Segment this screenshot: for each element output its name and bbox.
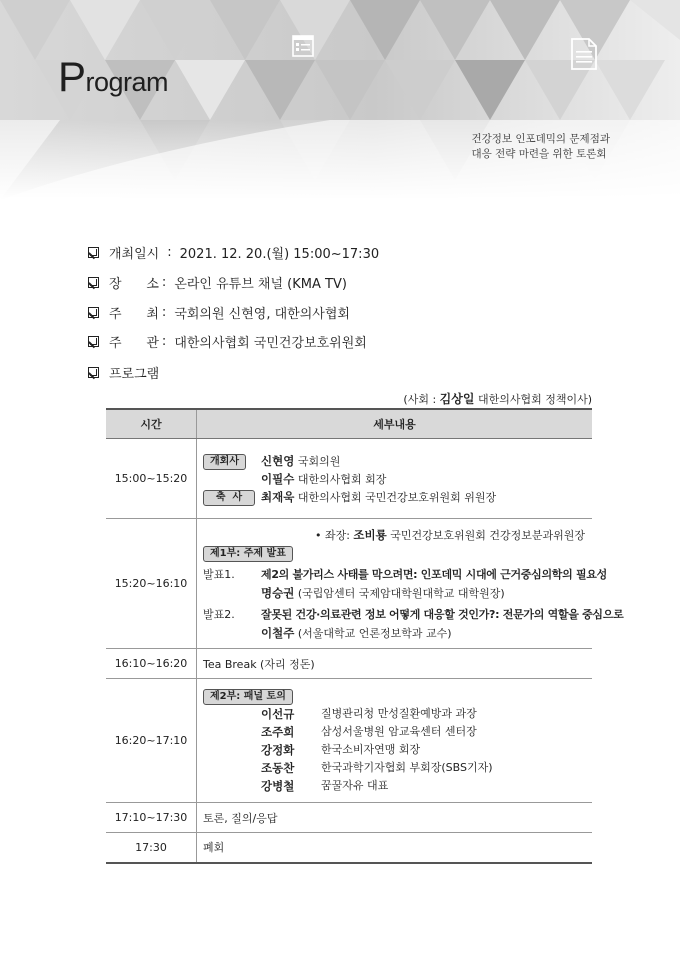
panelist-role: 꿈꿀자유 대표 (321, 778, 389, 792)
page-title-rest: rogram (85, 67, 169, 97)
details-cell (197, 679, 593, 803)
table-row (106, 833, 592, 863)
info-row-host: 주 최 : 국회의원 신현영, 대한의사협회 (88, 303, 350, 321)
details-cell (197, 439, 593, 519)
break-text: Tea Break (자리 정돈) (203, 657, 315, 671)
page-title (58, 53, 169, 100)
page-title-initial: P (58, 53, 86, 100)
speaker-name: 명승권 (261, 585, 295, 600)
talk-label: 발표1. (203, 567, 235, 581)
info-label: 개최일시 (109, 246, 160, 262)
info-value: 2021. 12. 20.(월) 15:00~17:30 (179, 246, 380, 262)
congratulatory-address-tag: 축 사 (203, 490, 255, 506)
talk-title: 잘못된 건강·의료관련 정보 어떻게 대응할 것인가?: 전문가의 역할을 중심으로 (261, 607, 624, 621)
closing-text: 폐회 (203, 841, 225, 855)
checkbox-arrow-icon (88, 247, 99, 258)
info-row-venue: 장 소 : 온라인 유튜브 채널 (KMA TV) (88, 273, 347, 291)
info-row-date: 개최일시 : 2021. 12. 20.(월) 15:00~17:30 (88, 243, 379, 261)
panelist-role: 한국과학기자협회 부회장(SBS기자) (321, 760, 493, 774)
talk-title: 제2의 불가리스 사태를 막으려면: 인포데믹 시대에 근거중심의학의 필요성 (261, 567, 607, 581)
speaker-role: 국회의원 (297, 454, 341, 468)
event-subtitle (471, 132, 610, 162)
panelist-role: 한국소비자연맹 회장 (321, 742, 421, 756)
details-cell (197, 833, 593, 863)
checkbox-arrow-icon (88, 367, 99, 378)
info-value: 온라인 유튜브 채널 (KMA TV) (174, 276, 347, 292)
time-cell: 17:30 (106, 833, 197, 863)
checkbox-arrow-icon (88, 307, 99, 318)
opening-address-tag: 개회사 (203, 454, 246, 470)
table-row (106, 519, 592, 649)
table-header-row (106, 409, 592, 439)
header-banner (0, 0, 680, 200)
chair-name: 조비룡 (353, 527, 387, 542)
qa-text: 토론, 질의/응답 (203, 811, 278, 825)
panelist-name: 조주희 (261, 724, 295, 739)
chair-role: 국민건강보호위원회 건강정보분과위원장 (390, 528, 585, 542)
talk-label: 발표2. (203, 607, 235, 621)
host-note-prefix: (사회 : (403, 393, 437, 406)
speaker-name: 이철주 (261, 625, 295, 640)
info-label: 주 최 (109, 306, 159, 322)
table-row (106, 803, 592, 833)
session-2-tag: 제2부: 패널 토의 (203, 689, 293, 705)
info-label: 주 관 (109, 335, 159, 351)
host-note-suffix: 대한의사협회 정책이사) (477, 393, 592, 406)
table-row (106, 679, 592, 803)
info-value: 국회의원 신현영, 대한의사협회 (174, 306, 350, 322)
panelist-name: 조동찬 (261, 760, 295, 775)
column-header-time: 시간 (106, 409, 197, 439)
program-heading-label: 프로그램 (109, 366, 160, 382)
speaker-affiliation: (서울대학교 언론정보학과 교수) (297, 626, 452, 640)
time-cell: 17:10~17:30 (106, 803, 197, 833)
info-value: 대한의사협회 국민건강보호위원회 (174, 335, 367, 351)
chair-line (203, 526, 585, 544)
subtitle-line-1: 건강정보 인포데믹의 문제점과 (471, 133, 610, 145)
speaker-role: 대한의사협회 회장 (297, 472, 387, 486)
program-table (106, 408, 624, 864)
info-label: 장 소 (109, 276, 159, 292)
panelist-name: 강병철 (261, 778, 295, 793)
panelist-role: 삼성서울병원 암교육센터 센터장 (321, 724, 477, 738)
speaker-name: 최재욱 (261, 489, 295, 504)
host-note (403, 390, 592, 407)
table-row (106, 649, 592, 679)
triangle-pattern-background (0, 0, 680, 200)
speaker-role: 대한의사협회 국민건강보호위원회 위원장 (297, 490, 497, 504)
info-row-organizer: 주 관 : 대한의사협회 국민건강보호위원회 (88, 332, 367, 350)
time-cell: 15:20~16:10 (106, 519, 197, 649)
panelist-name: 이선규 (261, 706, 295, 721)
column-header-details: 세부내용 (197, 409, 593, 439)
chair-prefix: • 좌장: (314, 528, 350, 542)
details-cell (197, 649, 593, 679)
checkbox-arrow-icon (88, 277, 99, 288)
details-cell (197, 803, 593, 833)
speaker-name: 이필수 (261, 471, 295, 486)
checkbox-arrow-icon (88, 336, 99, 347)
speaker-affiliation: (국립암센터 국제암대학원대학교 대학원장) (297, 586, 505, 600)
time-cell: 16:20~17:10 (106, 679, 197, 803)
time-cell: 16:10~16:20 (106, 649, 197, 679)
panelist-role: 질병관리청 만성질환예방과 과장 (321, 706, 477, 720)
session-1-tag: 제1부: 주제 발표 (203, 546, 293, 562)
panelist-name: 강정화 (261, 742, 295, 757)
speaker-name: 신현영 (261, 453, 295, 468)
host-name: 김상일 (439, 392, 475, 406)
time-cell: 15:00~15:20 (106, 439, 197, 519)
details-cell (197, 519, 624, 649)
program-heading (88, 363, 159, 381)
subtitle-line-2: 대응 전략 마련을 위한 토론회 (471, 148, 607, 160)
table-row (106, 439, 592, 519)
